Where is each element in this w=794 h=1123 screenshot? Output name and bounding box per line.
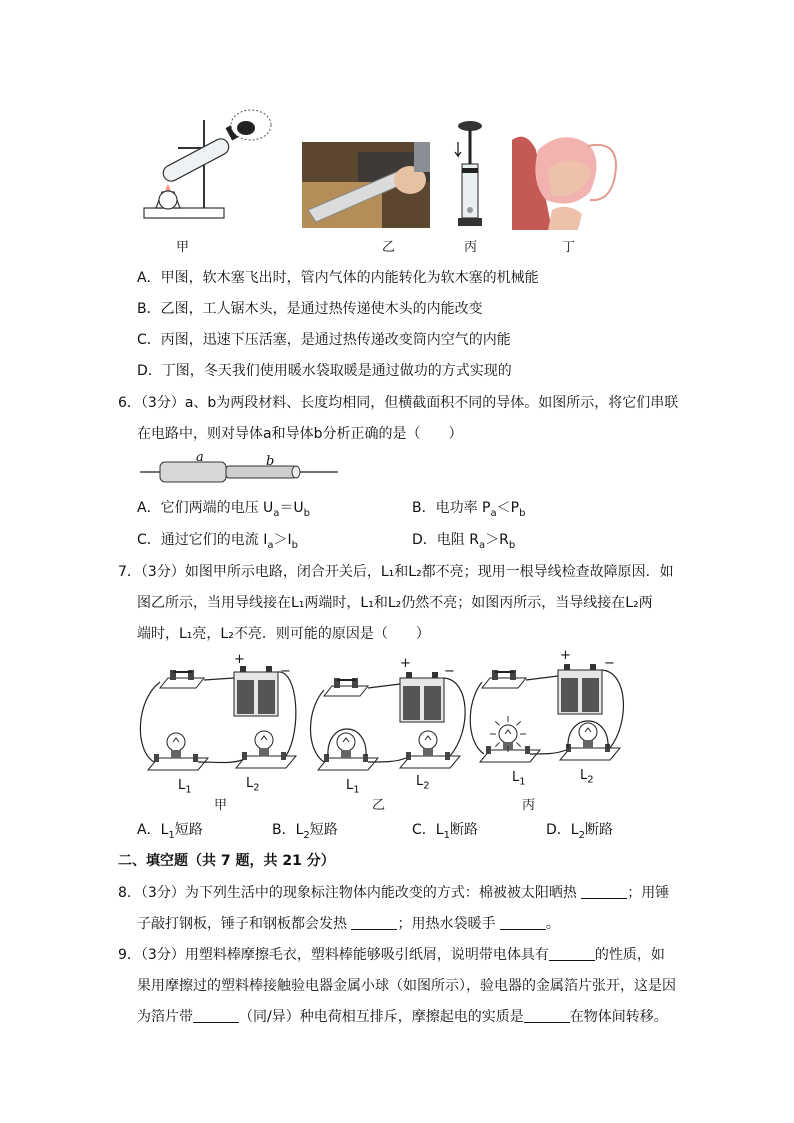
q8-blank-2[interactable] — [351, 915, 397, 930]
sub-b: b — [508, 539, 516, 551]
bulb-L1-yi — [318, 733, 378, 770]
sub-b: b — [519, 507, 526, 519]
plus-sign-bing: + — [560, 648, 571, 663]
q6-option-c-mid: ＞I — [273, 532, 292, 548]
q8-blank-1[interactable] — [581, 884, 627, 899]
wire-bing-right — [602, 670, 623, 748]
caption-bing-circuit: 丙 — [522, 798, 536, 813]
q6-option-c — [137, 530, 298, 556]
wire-jia-left — [140, 682, 160, 762]
minus-sign-bing: − — [604, 656, 615, 671]
q7-option-a-prefix: A．L — [137, 822, 169, 838]
label-L2-jia — [246, 776, 260, 794]
q7-option-a-text: 短路 — [174, 822, 203, 838]
figure-yi-sawing-photo — [302, 142, 430, 228]
q9-blank-2[interactable] — [193, 1008, 239, 1023]
q9-blank-1[interactable] — [549, 946, 595, 961]
label-subscript-1: 1 — [185, 784, 192, 796]
label-L2-yi — [416, 774, 430, 792]
q6-stem-line2: 在电路中，则对导体a和导体b分析正确的是（ ） — [137, 426, 463, 442]
wire-bing-left — [470, 682, 484, 754]
q8-line1 — [118, 883, 669, 903]
q8-line2 — [137, 914, 560, 934]
q6-stem-line1: 6．（3分）a、b为两段材料、长度均相同，但横截面积不同的导体。如图所示，将它们串联 — [118, 395, 679, 411]
q9-line1-text: 9．（3分）用塑料棒摩擦毛衣，塑料棒能够吸引纸屑，说明带电体具有 — [118, 947, 549, 963]
q7-option-b-prefix: B．L — [272, 822, 304, 838]
q6-option-b — [412, 498, 525, 524]
battery-yi — [400, 672, 444, 722]
q5-option-d: D．丁图，冬天我们使用暖水袋取暖是通过做功的方式实现的 — [137, 363, 512, 379]
figure-q6-conductors — [140, 450, 340, 490]
q7-option-d-prefix: D．L — [546, 822, 579, 838]
q5-option-b: B．乙图，工人锯木头，是通过热传递使木头的内能改变 — [137, 301, 483, 317]
q7-option-d — [546, 820, 613, 846]
label-subscript-2: 2 — [423, 780, 430, 792]
battery-jia — [234, 666, 278, 716]
minus-sign-jia: − — [280, 664, 291, 679]
label-L: L — [346, 778, 354, 793]
figure-jia-test-tube-apparatus — [138, 100, 278, 225]
q6-option-d-pre: D．电阻 R — [412, 532, 479, 548]
q6-option-d — [412, 530, 515, 556]
q9-line2: 果用摩擦过的塑料棒接触验电器金属小球（如图所示），验电器的金属箔片张开，这是因 — [137, 978, 676, 994]
label-L1-jia — [178, 778, 192, 796]
q9-line3-text: 为箔片带 — [137, 1009, 193, 1025]
label-subscript-1: 1 — [353, 784, 360, 796]
label-subscript-2: 2 — [587, 774, 594, 786]
q9-line1 — [118, 945, 665, 965]
q8-blank-3[interactable] — [500, 915, 546, 930]
sub-a: a — [478, 539, 486, 551]
q6-option-c-pre: C．通过它们的电流 I — [137, 532, 268, 548]
q7-option-a — [137, 820, 203, 846]
caption-jia: 甲 — [176, 240, 190, 255]
q6-option-a — [137, 498, 310, 524]
plus-sign-yi: + — [400, 656, 411, 671]
label-L1-bing — [512, 770, 526, 788]
q8-line1-text: 8．（3分）为下列生活中的现象标注物体内能改变的方式：棉被被太阳晒热 — [118, 885, 577, 901]
switch-jia — [160, 670, 204, 688]
sub-b: b — [291, 539, 298, 551]
sub-a: a — [267, 539, 274, 551]
label-L2-bing — [580, 768, 594, 786]
caption-ding: 丁 — [562, 240, 576, 255]
q8-line2-end: 。 — [545, 916, 560, 932]
figure-ding-hot-water-bag-photo — [512, 130, 620, 230]
label-L: L — [178, 778, 186, 793]
wire-jia-top — [204, 678, 234, 680]
sub-a: a — [490, 507, 497, 519]
bulb-L1-bing — [480, 716, 540, 762]
bulb-L1-jia — [148, 733, 208, 770]
wire-bing-top — [526, 676, 558, 680]
sub-a: a — [273, 507, 280, 519]
q7-option-d-text: 断路 — [584, 822, 613, 838]
q8-line2-mid: ；用热水袋暖手 — [397, 916, 496, 932]
q7-option-c-prefix: C．L — [412, 822, 444, 838]
switch-bing — [482, 670, 526, 688]
q7-stem-line3: 端时，L₁亮，L₂不亮．则可能的原因是（ ） — [137, 626, 430, 642]
q9-line3-mid: （同/异）种电荷相互排斥，摩擦起电的实质是 — [239, 1009, 524, 1025]
figure-q7-circuits — [130, 650, 630, 810]
q7-option-c — [412, 820, 478, 846]
q8-line1-tail: ；用锤 — [627, 885, 670, 901]
section-title-fill-in: 二、填空题（共 7 题，共 21 分） — [118, 853, 335, 869]
wire-yi-top — [368, 684, 400, 688]
wire-jia-right — [278, 672, 296, 756]
q9-line3 — [137, 1007, 668, 1027]
caption-jia-circuit: 甲 — [214, 798, 228, 813]
label-L: L — [246, 776, 254, 791]
wire-yi-right — [444, 678, 465, 756]
sub-b: b — [303, 507, 311, 519]
label-subscript-2: 2 — [253, 782, 260, 794]
q7-stem-line1: 7．（3分）如图甲所示电路，闭合开关后，L₁和L₂都不亮；现用一根导线检查故障原因．如 — [118, 564, 674, 580]
bulb-L2-bing — [560, 723, 620, 760]
q6-label-a: a — [196, 450, 204, 465]
q7-stem-line2: 图乙所示，当用导线接在L₁两端时，L₁和L₂仍然不亮；如图丙所示，当导线接在L₂两 — [137, 595, 653, 611]
label-L: L — [416, 774, 424, 789]
q9-line1-tail: 的性质，如 — [594, 947, 665, 963]
q7-option-b-text: 短路 — [309, 822, 338, 838]
q6-option-a-mid: ＝U — [279, 500, 304, 516]
minus-sign-yi: − — [444, 664, 455, 679]
label-L: L — [580, 768, 588, 783]
label-L: L — [512, 770, 520, 785]
wire-yi-left — [311, 690, 325, 762]
switch-yi — [324, 678, 368, 696]
q6-option-d-mid: ＞R — [485, 532, 509, 548]
q9-line3-end: 在物体间转移。 — [569, 1009, 668, 1025]
q7-option-c-text: 断路 — [449, 822, 478, 838]
caption-yi-circuit: 乙 — [372, 798, 386, 813]
q5-option-a: A．甲图，软木塞飞出时，管内气体的内能转化为软木塞的机械能 — [137, 270, 539, 286]
q8-line2-text: 子敲打钢板，锤子和钢板都会发热 — [137, 916, 347, 932]
q5-option-c: C．丙图，迅速下压活塞，是通过热传递改变筒内空气的内能 — [137, 332, 511, 348]
label-subscript-1: 1 — [168, 829, 175, 841]
caption-yi: 乙 — [382, 240, 396, 255]
bulb-L2-jia — [236, 731, 296, 768]
label-subscript-1: 1 — [443, 829, 450, 841]
label-L1-yi — [346, 778, 360, 796]
plus-sign-jia: + — [234, 652, 245, 667]
label-subscript-2: 2 — [578, 829, 585, 841]
q6-label-b: b — [266, 454, 275, 469]
q7-option-b — [272, 820, 338, 846]
label-subscript-2: 2 — [303, 829, 310, 841]
caption-bing: 丙 — [464, 240, 478, 255]
battery-bing — [558, 664, 602, 714]
q6-option-a-pre: A．它们两端的电压 U — [137, 500, 274, 516]
figure-bing-piston-cylinder — [452, 118, 488, 230]
label-subscript-1: 1 — [519, 776, 526, 788]
q6-option-b-pre: B．电功率 P — [412, 500, 491, 516]
q6-option-b-mid: ＜P — [496, 500, 520, 516]
q9-blank-3[interactable] — [524, 1008, 570, 1023]
bulb-L2-yi — [400, 731, 460, 768]
